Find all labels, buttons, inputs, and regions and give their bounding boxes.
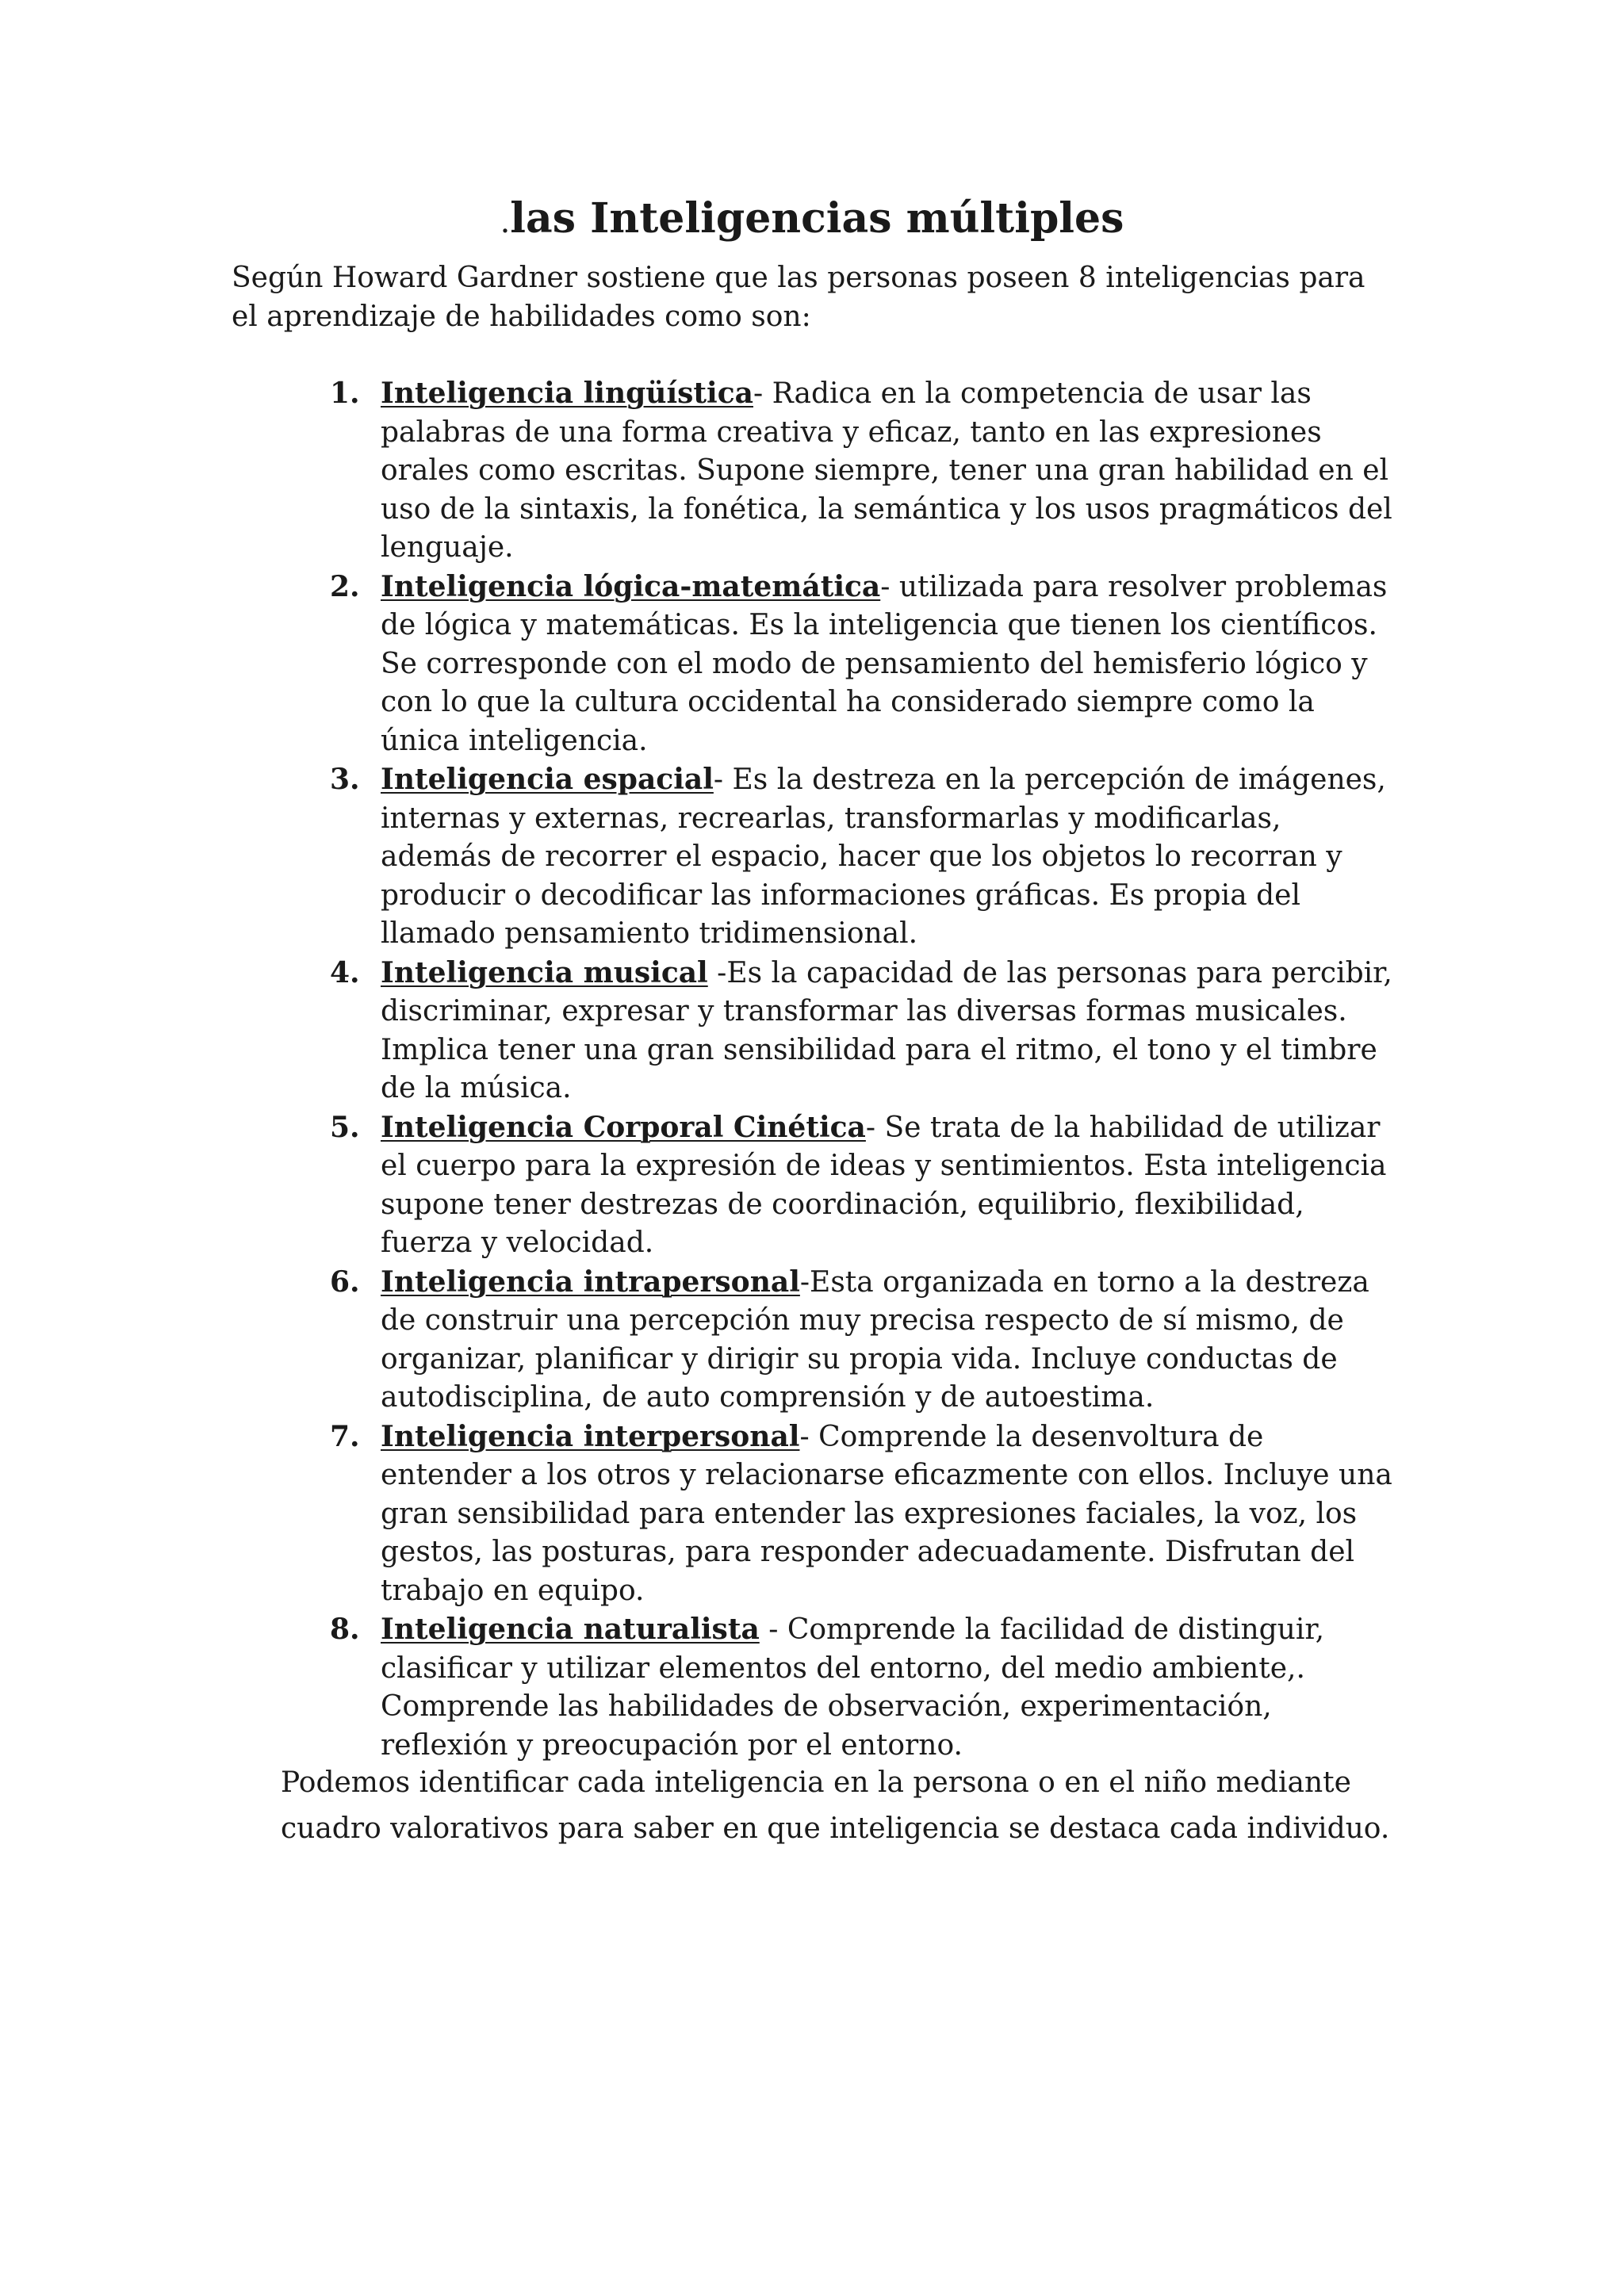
item-term: Inteligencia naturalista bbox=[381, 1613, 760, 1646]
item-number: 8. bbox=[330, 1613, 360, 1646]
item-term: Inteligencia intrapersonal bbox=[381, 1265, 800, 1299]
list-item bbox=[301, 1108, 1396, 1263]
item-number: 5. bbox=[330, 1110, 360, 1144]
item-separator: - bbox=[753, 377, 764, 410]
title-dot: . bbox=[500, 204, 511, 240]
item-description: Es la capacidad de las personas para percibir, discriminar, expresar y transformar las diversas formas musicales. Implica tener una gran sensibilidad para el ritmo, el tono y el timbre de la música. bbox=[381, 956, 1392, 1104]
item-separator: - bbox=[707, 956, 727, 989]
item-term: Inteligencia musical bbox=[381, 955, 708, 989]
item-description: Comprende la facilidad de distinguir, clasificar y utilizar elementos del entorno, del medio ambiente,. Comprende las habilidades de observación, experimentación, reflexión y preocupación por el entorno. bbox=[381, 1613, 1325, 1762]
intelligences-list bbox=[301, 374, 1396, 1765]
item-description: Es la destreza en la percepción de imágenes, internas y externas, recrearlas, transformarlas y modificarlas, además de recorrer el espacio, hacer que los objetos lo recorran y producir o decodificar las informaciones gráficas. Es propia del llamado pensamiento tridimensional. bbox=[381, 763, 1386, 950]
item-term: Inteligencia espacial bbox=[381, 763, 714, 796]
item-separator: - bbox=[799, 1420, 810, 1453]
item-description: Radica en la competencia de usar las palabras de una forma creativa y eficaz, tanto en las expresiones orales como escritas. Supone siempre, tener una gran habilidad en el uso de la sintaxis, la fonética, la semántica y los usos pragmáticos del lenguaje. bbox=[381, 377, 1392, 564]
item-description: utilizada para resolver problemas de lógica y matemáticas. Es la inteligencia que tienen los científicos. Se corresponde con el modo de pensamiento del hemisferio lógico y con lo que la cultura occidental ha considerado siempre como la única inteligencia. bbox=[381, 570, 1388, 757]
item-number: 4. bbox=[330, 955, 360, 989]
item-number: 6. bbox=[330, 1265, 360, 1299]
item-description: Se trata de la habilidad de utilizar el cuerpo para la expresión de ideas y sentimientos. Esta inteligencia supone tener destrezas de coordinación, equilibrio, flexibilidad, fuerza y velocidad. bbox=[381, 1111, 1387, 1259]
item-separator: - bbox=[759, 1613, 779, 1646]
item-number: 1. bbox=[330, 377, 360, 410]
item-separator: - bbox=[865, 1111, 876, 1144]
closing-paragraph: Podemos identificar cada inteligencia en la persona o en el niño mediante cuadro valorativos para saber en que inteligencia se destaca cada individuo. bbox=[281, 1766, 1390, 1845]
list-item bbox=[301, 568, 1396, 761]
list-item bbox=[301, 1263, 1396, 1418]
item-number: 7. bbox=[330, 1419, 360, 1453]
list-item bbox=[301, 954, 1396, 1108]
list-item bbox=[301, 1610, 1396, 1765]
list-item bbox=[301, 374, 1396, 568]
item-term: Inteligencia interpersonal bbox=[381, 1419, 800, 1453]
list-item bbox=[301, 1418, 1396, 1611]
item-separator: - bbox=[713, 763, 724, 796]
item-description: Comprende la desenvoltura de entender a los otros y relacionarse eficazmente con ellos. Incluye una gran sensibilidad para entender las expresiones faciales, la voz, los gestos, las posturas, para responder adecuadamente. Disfrutan del trabajo en equipo. bbox=[381, 1420, 1392, 1607]
list-item bbox=[301, 760, 1396, 954]
title-text: las Inteligencias múltiples bbox=[510, 194, 1124, 243]
item-separator: - bbox=[799, 1265, 810, 1299]
item-number: 3. bbox=[330, 763, 360, 796]
item-number: 2. bbox=[330, 569, 360, 603]
item-description: Esta organizada en torno a la destreza de construir una percepción muy precisa respecto de sí mismo, de organizar, planificar y dirigir su propia vida. Incluye conductas de autodisciplina, de auto comprensión y de autoestima. bbox=[381, 1265, 1369, 1414]
item-term: Inteligencia lógica-matemática bbox=[381, 569, 881, 603]
item-term: Inteligencia lingüística bbox=[381, 377, 753, 410]
page-title bbox=[0, 187, 1624, 254]
item-separator: - bbox=[880, 570, 891, 603]
intro-paragraph: Según Howard Gardner sostiene que las personas poseen 8 inteligencias para el aprendizaje de habilidades como son: bbox=[232, 262, 1365, 333]
item-term: Inteligencia Corporal Cinética bbox=[381, 1110, 866, 1144]
